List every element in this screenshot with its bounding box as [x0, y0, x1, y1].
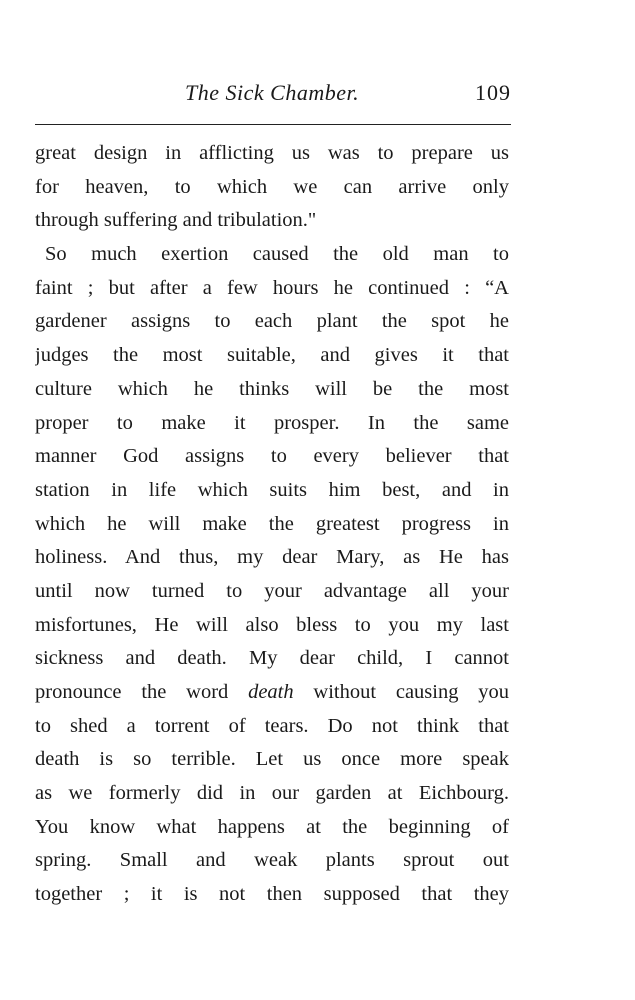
text-line: holiness. And thus, my dear Mary, as He has — [35, 546, 509, 569]
running-head: The Sick Chamber. — [185, 80, 360, 105]
text-line: proper to make it prosper. In the same — [35, 411, 509, 434]
text-line: gardener assigns to each plant the spot he — [35, 310, 509, 333]
text-line: death is so terrible. Let us once more speak — [35, 748, 509, 771]
text-line: judges the most suitable, and gives it that — [35, 344, 509, 367]
text-line: which he will make the greatest progress in — [35, 512, 509, 535]
text-line: faint ; but after a few hours he continued : “A — [35, 276, 509, 299]
text-line: spring. Small and weak plants sprout out — [35, 849, 509, 872]
text-line: great design in afflicting us was to prepare us — [35, 142, 509, 164]
text-line: station in life which suits him best, and in — [35, 478, 509, 501]
text-line: misfortunes, He will also bless to you my last — [35, 613, 509, 636]
text-segment: without causing you — [293, 681, 509, 703]
text-line — [35, 676, 509, 710]
emphasized-word: death — [248, 681, 294, 703]
page-number: 109 — [475, 80, 511, 105]
text-line: manner God assigns to every believer that — [35, 445, 509, 468]
text-line: together ; it is not then supposed that they — [35, 883, 509, 906]
text-line: through suffering and tribulation." — [35, 209, 317, 232]
text-line: until now turned to your advantage all your — [35, 579, 509, 602]
text-line: to shed a torrent of tears. Do not think that — [35, 714, 509, 737]
text-line: as we formerly did in our garden at Eichbourg. — [35, 782, 509, 805]
text-line: You know what happens at the beginning of — [35, 815, 509, 838]
page-header — [35, 80, 511, 114]
text-line: for heaven, to which we can arrive only — [35, 175, 509, 198]
text-line: sickness and death. My dear child, I cannot — [35, 647, 509, 670]
text-line: So much exertion caused the old man to — [45, 243, 509, 266]
text-segment: pronounce the word — [35, 681, 249, 703]
text-line: culture which he thinks will be the most — [35, 377, 509, 400]
body-text — [35, 137, 509, 912]
header-rule — [35, 124, 511, 125]
